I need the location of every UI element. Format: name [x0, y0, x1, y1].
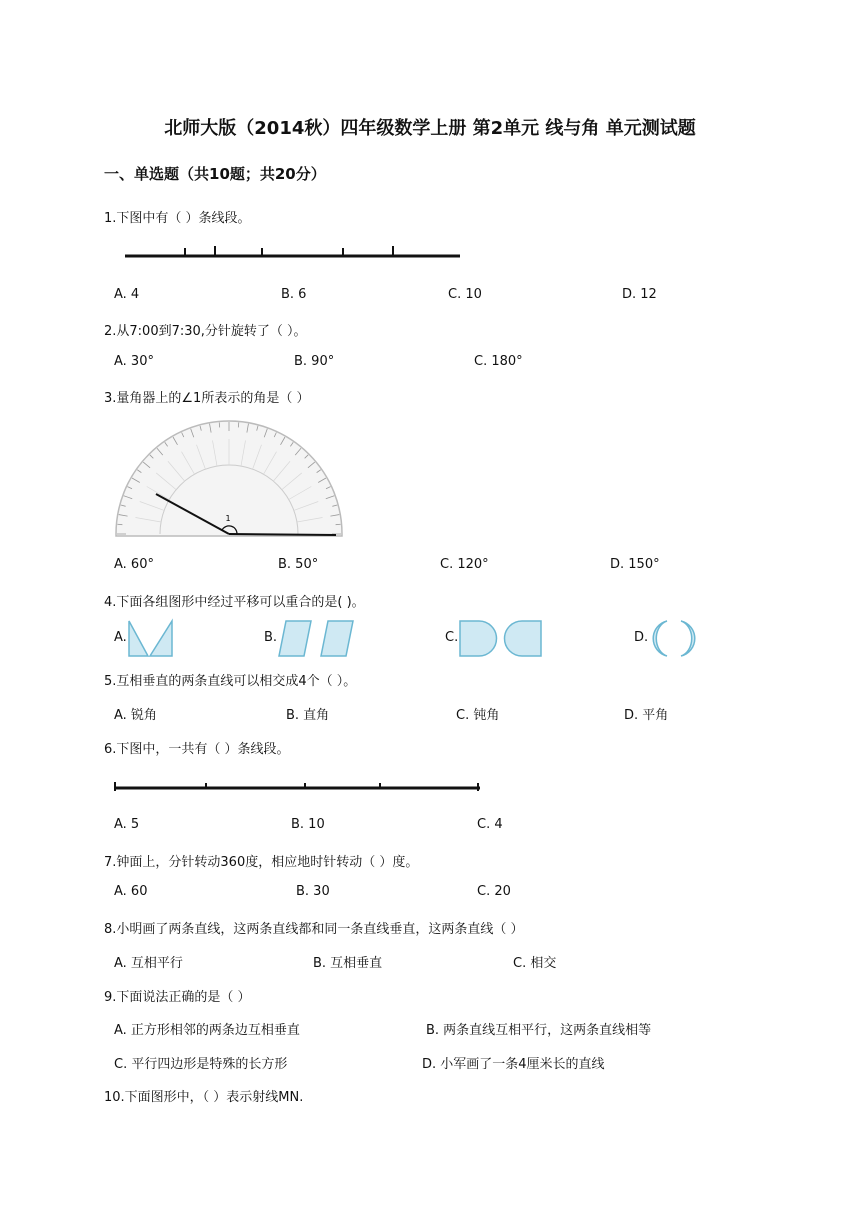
q8-option-c: C. 相交: [513, 956, 557, 971]
q4-option-c: C.: [445, 630, 459, 645]
question-4-stem: 4.下面各组图形中经过平移可以重合的是( )。: [104, 595, 365, 610]
protractor-figure: [110, 414, 346, 542]
q1-option-d: D. 12: [622, 287, 657, 302]
question-2-stem: 2.从7:00到7:30,分针旋转了（ ）。: [104, 324, 307, 339]
q3-option-d: D. 150°: [610, 557, 660, 572]
q2-option-a: A. 30°: [114, 354, 154, 369]
q4-shapes-d: [647, 620, 703, 658]
q4-option-a: A.: [114, 630, 127, 645]
q2-option-b: B. 90°: [294, 354, 335, 369]
q6-option-a: A. 5: [114, 817, 140, 832]
q1-option-b: B. 6: [281, 287, 307, 302]
angle-1-label: 1: [225, 514, 231, 523]
q6-option-c: C. 4: [477, 817, 503, 832]
q5-option-d: D. 平角: [624, 708, 669, 723]
q3-option-b: B. 50°: [278, 557, 319, 572]
q9-option-c: C. 平行四边形是特殊的长方形: [114, 1057, 288, 1072]
q8-option-b: B. 互相垂直: [313, 956, 383, 971]
q5-option-c: C. 钝角: [456, 708, 500, 723]
q7-option-c: C. 20: [477, 884, 511, 899]
question-10-stem: 10.下面图形中，（ ）表示射线MN.: [104, 1090, 304, 1105]
q4-shapes-b: [278, 620, 356, 658]
question-9-stem: 9.下面说法正确的是（ ）: [104, 990, 251, 1005]
question-1-stem: 1.下图中有（ ）条线段。: [104, 211, 251, 226]
q4-shapes-a: [128, 620, 176, 658]
q9-option-b: B. 两条直线互相平行，这两条直线相等: [426, 1023, 652, 1038]
q1-option-c: C. 10: [448, 287, 482, 302]
question-5-stem: 5.互相垂直的两条直线可以相交成4个（ ）。: [104, 674, 357, 689]
question-6-stem: 6.下图中，一共有（ ）条线段。: [104, 742, 290, 757]
q9-option-d: D. 小军画了一条4厘米长的直线: [422, 1057, 605, 1072]
q4-option-b: B.: [264, 630, 278, 645]
q2-option-c: C. 180°: [474, 354, 523, 369]
question-8-stem: 8.小明画了两条直线，这两条直线都和同一条直线垂直，这两条直线（ ）: [104, 922, 524, 937]
page-title: 北师大版（2014秋）四年级数学上册 第2单元 线与角 单元测试题: [164, 118, 696, 139]
section-heading: 一、单选题（共10题；共20分）: [104, 165, 326, 183]
q7-option-b: B. 30: [296, 884, 330, 899]
q4-option-d: D.: [634, 630, 649, 645]
q1-option-a: A. 4: [114, 287, 140, 302]
question-1-segment-figure: [125, 244, 465, 264]
question-6-segment-figure: [112, 780, 484, 796]
q9-option-a: A. 正方形相邻的两条边互相垂直: [114, 1023, 300, 1038]
q7-option-a: A. 60: [114, 884, 148, 899]
q3-option-a: A. 60°: [114, 557, 154, 572]
question-7-stem: 7.钟面上，分针转动360度，相应地时针转动（ ）度。: [104, 855, 419, 870]
q8-option-a: A. 互相平行: [114, 956, 183, 971]
q4-shapes-c: [459, 620, 543, 658]
q6-option-b: B. 10: [291, 817, 325, 832]
question-3-stem: 3.量角器上的∠1所表示的角是（ ）: [104, 391, 310, 406]
q3-option-c: C. 120°: [440, 557, 489, 572]
q5-option-a: A. 锐角: [114, 708, 157, 723]
q5-option-b: B. 直角: [286, 708, 330, 723]
